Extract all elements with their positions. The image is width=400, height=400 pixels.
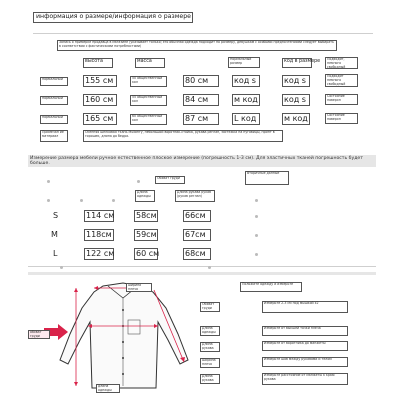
size-length: 59см (136, 230, 157, 239)
fit-height: 165 см (83, 113, 117, 125)
bullet (255, 253, 258, 256)
bullet (137, 180, 140, 183)
size-sleeve: 67см (183, 229, 211, 241)
fitting-note: Запись о примерке продавца в магазине (указывает только; это обычная одежда подходит по размеру, девушкам с особыми предпочтениями следует выбирать в соответствии с фактическими потребностями) (57, 40, 337, 51)
header-fit: Подходит, немного свободный (325, 57, 358, 69)
header-length: Длина одежды (135, 190, 155, 202)
header-weight: масса (135, 58, 165, 68)
size-bust: 122 см (86, 249, 115, 258)
row-label: нормальный (40, 115, 68, 124)
material-label: Примечан ие материал (40, 130, 68, 142)
bullet (255, 234, 258, 237)
chest-label: обхват груди (28, 330, 50, 339)
measure-text: Измерьте 2-3 см под мышкой х2 (262, 301, 348, 313)
header-size-code: код в размере (282, 58, 312, 68)
measure-heading: Положите одежду и измерьте (240, 282, 302, 292)
bullet (208, 266, 211, 269)
size-length: 58см (136, 211, 157, 220)
fit-height: 160 см (83, 94, 117, 106)
size-length: 60 см (136, 249, 160, 258)
fit-size: м код (232, 94, 260, 106)
document-title: информация о размере/информация о размере (33, 12, 193, 23)
bullet (112, 199, 115, 202)
fit-note: Состояние поверхн (325, 113, 358, 124)
bullet (255, 215, 258, 218)
fit-weight: 55 общественный кол (130, 95, 167, 106)
shirt-outline-icon (60, 283, 188, 388)
fit-size-2: код s (282, 94, 310, 106)
measure-text: Измерьте от воротника до манжеты (262, 341, 348, 351)
measure-text: Измерьте расстояние от манжеты к краю рукава (262, 373, 348, 385)
fit-weight: 50 общественный кол (130, 76, 167, 87)
row-label: нормальный (40, 96, 68, 105)
measure-label: Длина одежды (200, 326, 220, 336)
shoulder-label: ширина плеча (126, 283, 152, 292)
measure-label: Длина рукава (200, 374, 220, 384)
bullet (80, 199, 83, 202)
measure-label: Ширина плеча (200, 358, 220, 368)
bullet (255, 199, 258, 202)
fit-weight: 60 общественный кол (130, 114, 167, 125)
shirt-diagram (28, 278, 208, 400)
fit-size-2: код s (282, 75, 310, 87)
size-bust: 114 см (86, 211, 115, 220)
header-secondary: Вторичные данные (245, 171, 289, 185)
header-normal-size: Нормальный размер (228, 57, 260, 68)
measure-note: Измерение размера мебели ручное естественное плоское измерение (погрешность 1-3 см). Для эластичных тканей погрешность будет больше. (28, 155, 376, 167)
size-label: M (51, 230, 58, 239)
fit-bust: 87 см (183, 113, 219, 125)
row-label: нормальный (40, 77, 68, 86)
size-label: L (53, 249, 58, 258)
fit-height: 155 см (83, 75, 117, 87)
measure-label: Обхват груди (200, 302, 220, 312)
bullet (60, 266, 63, 269)
header-height: высота (83, 58, 113, 68)
section-band (28, 272, 376, 275)
size-bust: 118см (84, 229, 114, 241)
measure-label: Длина рукава (200, 342, 220, 352)
fit-note: Подходит немного свободный (325, 74, 358, 87)
divider (28, 266, 376, 267)
size-sleeve: 68см (183, 248, 211, 260)
fit-size-2: м код (282, 113, 310, 125)
size-label: S (53, 211, 59, 220)
divider (33, 33, 373, 34)
fit-bust: 80 см (183, 75, 219, 87)
fit-size: код s (232, 75, 260, 87)
length-label: длина одежды (96, 384, 120, 393)
header-bust: Обхват груди (155, 176, 185, 184)
fit-size: L код (232, 113, 260, 125)
measure-text: Измерьте шов между рукавами и телом (262, 357, 348, 367)
header-sleeve: Длина рукава рукав (рукав реглан) (175, 190, 215, 202)
size-sleeve: 66см (183, 210, 211, 222)
fit-bust: 84 см (183, 94, 219, 106)
bullet (47, 199, 50, 202)
measure-text: Измерьте от высшей точки плеча (262, 326, 348, 336)
fit-note: Состояние поверхн (325, 94, 358, 105)
bullet (47, 180, 50, 183)
sleeve-arrow (154, 290, 184, 362)
material-text: Осенняя шелковая ткань Mulberry, небольшой воротник-стойка, рукава реглан, застежка на пуговицы, принт в горошек, длина до бедра. (83, 130, 283, 142)
